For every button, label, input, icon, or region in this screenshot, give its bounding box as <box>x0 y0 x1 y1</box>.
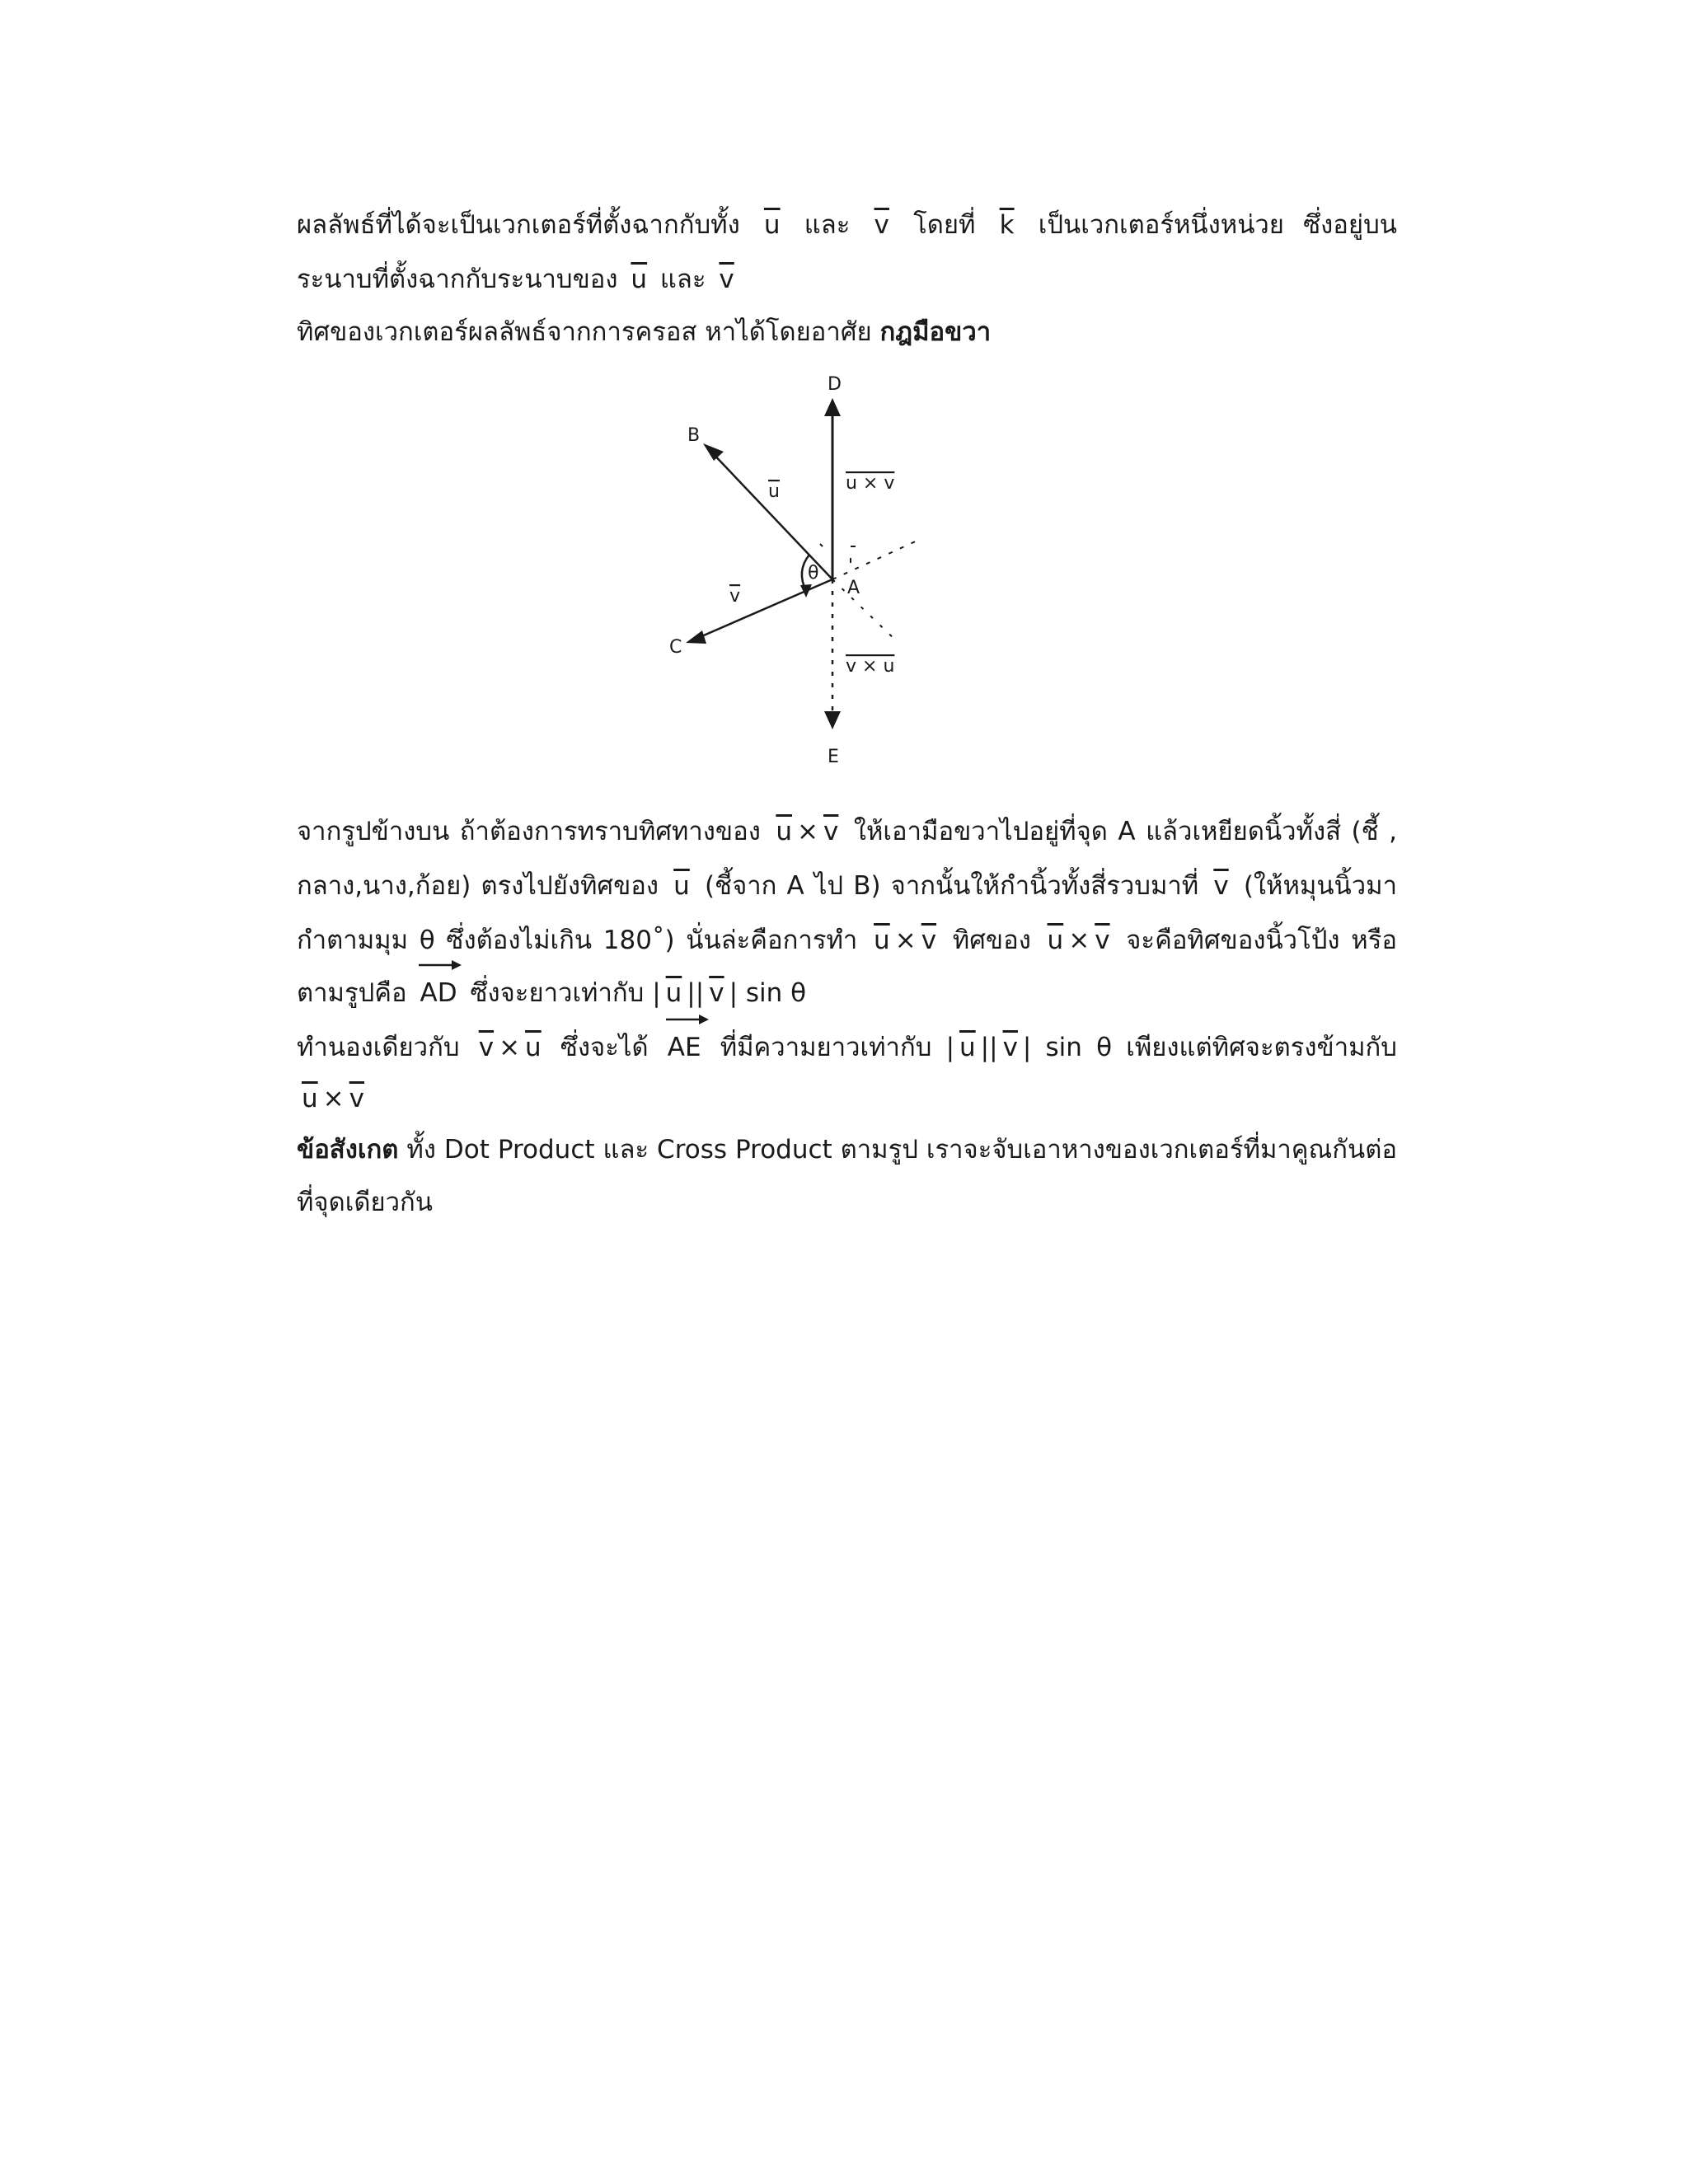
magnitude-expression <box>652 978 806 1008</box>
text: ทั้ง Dot Product และ Cross Product ตามรูป เราจะจับเอาหางของเวกเตอร์ที่มาคูณกันต่อ <box>406 1135 1398 1165</box>
vector-u: $\overline{u}$ <box>776 817 793 846</box>
vector-u: $\overline{u}$ <box>673 871 690 901</box>
vector-v: $\overline{v}$ <box>478 1033 495 1062</box>
abs-bar: | <box>687 978 696 1008</box>
arrowhead-b-icon <box>703 443 724 461</box>
vector-u: $\overline{u}$ <box>631 265 648 294</box>
vector-v: $\overline{v}$ <box>874 210 889 240</box>
vector-v: $\overline{v}$ <box>1213 871 1229 901</box>
vector-u: $\overline{u}$ <box>1047 926 1064 955</box>
cross-symbol: × <box>797 817 818 846</box>
label-e: E <box>828 747 839 767</box>
text: ที่จุดเดียวกัน <box>297 1188 433 1217</box>
text: (ชี้จาก A ไป B) จากนั้นให้กำนิ้วทั้งสี่รวบมาที่ <box>704 871 1199 901</box>
label-c: C <box>669 637 682 658</box>
arrowhead-c-icon <box>686 630 706 644</box>
right-hand-rule-label: กฎมือขวา <box>879 317 992 347</box>
tick-mark <box>820 544 823 546</box>
para2-line1 <box>297 804 1397 859</box>
text: ให้เอามือขวาไปอยู่ที่จุด A แล้วเหยียดนิ้วทั้งสี่ (ชี้ , <box>853 817 1398 846</box>
vector-u: $\overline{u}$ <box>302 1084 318 1113</box>
text: ระนาบที่ตั้งฉากกับระนาบของ <box>297 265 618 294</box>
para4-line2 <box>297 1175 1397 1230</box>
cross-symbol: × <box>499 1033 521 1062</box>
para3-line2 <box>297 1071 1397 1126</box>
vector-v: $\overline{v}$ <box>719 265 734 294</box>
vector-ad <box>415 966 462 1020</box>
label-u-cross-v: u × v <box>846 473 895 494</box>
text: ซึ่งจะได้ <box>560 1033 649 1062</box>
text: โดยที่ <box>913 210 976 240</box>
text: ผลลัพธ์ที่ได้จะเป็นเวกเตอร์ที่ตั้งฉากกับทั้ง <box>297 210 740 240</box>
sin-theta: sin θ <box>745 978 807 1008</box>
vector-u: $\overline{u}$ <box>665 978 682 1008</box>
label-d: D <box>828 374 842 395</box>
vector-v: $\overline{v}$ <box>921 926 937 955</box>
vector-v: $\overline{v}$ <box>709 978 724 1008</box>
text: ซึ่งจะยาวเท่ากับ <box>470 978 645 1008</box>
label-theta: θ <box>808 563 819 583</box>
para4-line1 <box>297 1122 1397 1177</box>
cross-product-diagram <box>635 367 931 771</box>
vector-ae-label: AE <box>667 1033 701 1062</box>
text: ทำนองเดียวกับ <box>297 1033 460 1062</box>
text: จะคือทิศของนิ้วโป้ง หรือ <box>1126 926 1397 955</box>
arrowhead-e-icon <box>824 711 841 729</box>
vector-ab-line <box>709 449 832 579</box>
theta-arrow-icon <box>800 584 812 598</box>
text: ที่มีความยาวเท่ากับ <box>720 1033 932 1062</box>
vector-u: $\overline{u}$ <box>763 210 781 240</box>
text: และ <box>804 210 851 240</box>
label-b: B <box>687 425 701 446</box>
cross-symbol: × <box>1068 926 1090 955</box>
text: เป็นเวกเตอร์หนึ่งหน่วย ซึ่งอยู่บน <box>1038 210 1397 240</box>
cross-symbol: × <box>894 926 917 955</box>
vector-arrow-icon <box>417 959 463 971</box>
vector-v: $\overline{v}$ <box>349 1084 364 1113</box>
text: เพียงแต่ทิศจะตรงข้ามกับ <box>1126 1033 1397 1062</box>
vector-v: $\overline{v}$ <box>823 817 839 846</box>
para1-line2 <box>297 252 1397 307</box>
vector-k: $\overline{k}$ <box>999 210 1015 240</box>
text: กลาง,นาง,ก้อย) ตรงไปยังทิศของ <box>297 871 659 901</box>
sin-theta: sin θ <box>1045 1033 1113 1062</box>
vector-ac-line <box>692 579 832 640</box>
vector-arrow-icon <box>664 1014 710 1025</box>
cross-symbol: × <box>322 1084 345 1113</box>
para2-line4 <box>297 966 1397 1020</box>
text: (ให้หมุนนิ้วมา <box>1243 871 1397 901</box>
vector-v: $\overline{v}$ <box>1095 926 1110 955</box>
label-u: u <box>768 481 780 502</box>
text: กำตามมุม θ ซึ่งต้องไม่เกิน 180˚) นั่นล่ะคือการทำ <box>297 926 858 955</box>
para1-line1 <box>297 198 1397 252</box>
text: ทิศของเวกเตอร์ผลลัพธ์จากการครอส หาได้โดยอาศัย <box>297 317 872 347</box>
text: ทิศของ <box>952 926 1031 955</box>
vector-ae <box>663 1020 706 1075</box>
label-a: A <box>847 578 860 598</box>
abs-bar: | <box>652 978 661 1008</box>
para1-line3 <box>297 305 1397 359</box>
text: จากรูปข้างบน ถ้าต้องการทราบทิศทางของ <box>297 817 761 846</box>
abs-bar: | <box>729 978 738 1008</box>
abs-bar: | <box>695 978 705 1008</box>
para2-line2 <box>297 859 1397 913</box>
para3-line1 <box>297 1020 1397 1075</box>
text: ตามรูปคือ <box>297 978 407 1008</box>
magnitude-expression: | $\overline{u}$ || $\overline{v}$ | sin θ <box>945 1033 1113 1062</box>
label-v-cross-u: v × u <box>846 656 895 677</box>
plane-dashed-line <box>832 579 898 643</box>
vector-v: $\overline{v}$ <box>1002 1033 1018 1062</box>
label-v: v <box>729 586 741 607</box>
note-label: ข้อสังเกต <box>297 1135 399 1165</box>
vector-u: $\overline{u}$ <box>874 926 890 955</box>
plane-dashed-line <box>832 540 919 579</box>
vector-ad-label: AD <box>420 978 457 1008</box>
vector-u: $\overline{u}$ <box>959 1033 976 1062</box>
arrowhead-d-icon <box>824 398 841 416</box>
text: และ <box>659 265 706 294</box>
vector-u: $\overline{u}$ <box>525 1033 542 1062</box>
